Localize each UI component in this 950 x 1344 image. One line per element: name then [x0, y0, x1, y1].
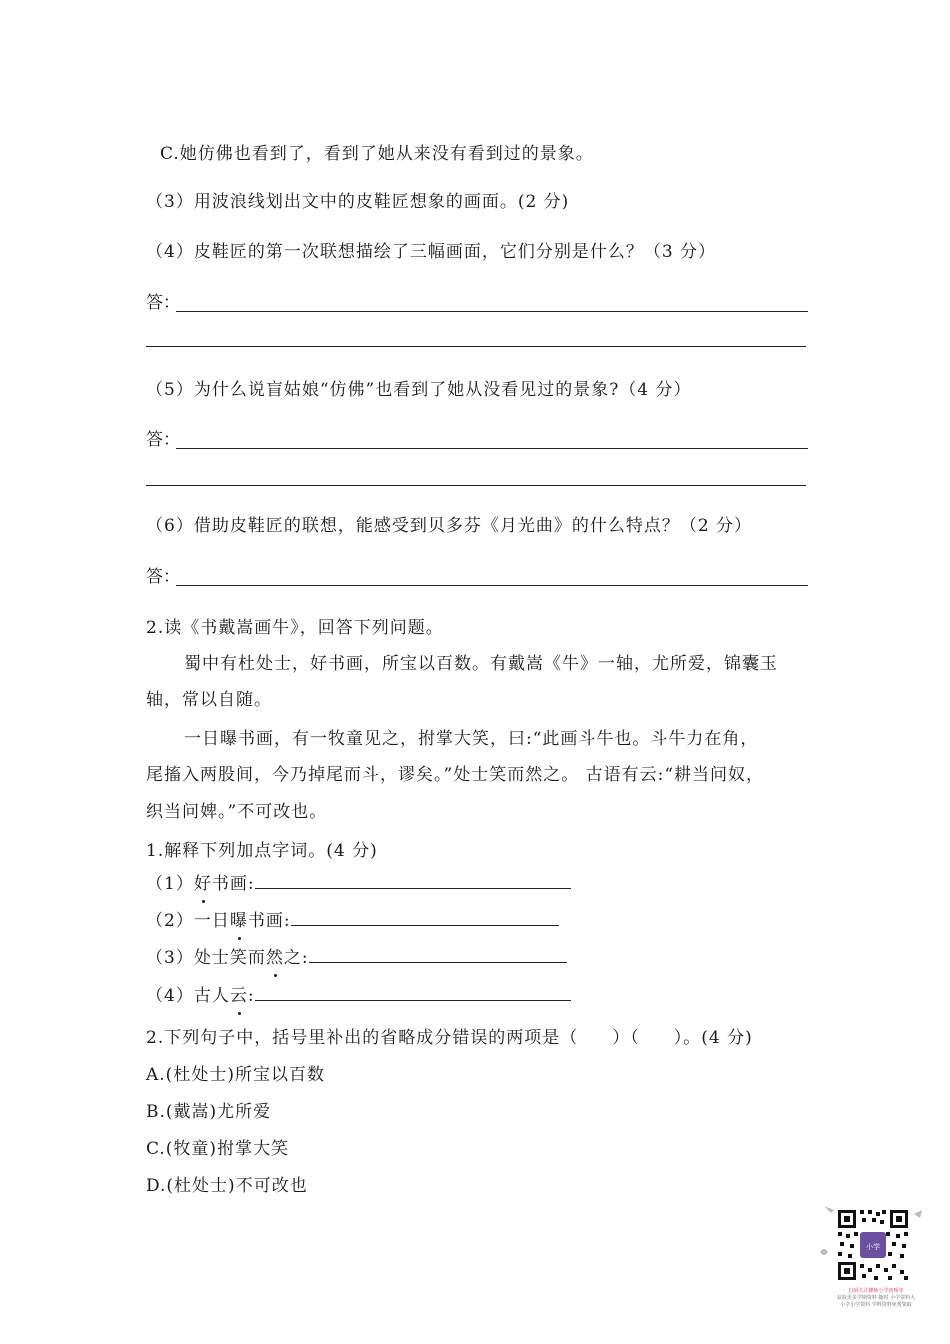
question-2-1: 1.解释下列加点字词。(4 分)	[146, 841, 378, 861]
passage-line: 尾搐入两股间，今乃掉尾而斗，谬矣。”处士笑而然之。 古语有云:“耕当问奴，	[146, 765, 765, 785]
svg-text:小学: 小学	[866, 1243, 880, 1251]
answer-label: 答：	[146, 430, 180, 450]
answer-label: 答：	[146, 567, 180, 587]
option-b: B.(戴嵩)尤所爱	[146, 1102, 272, 1122]
answer-field-6[interactable]	[146, 566, 180, 588]
option-a: A.(杜处士)所宝以百数	[146, 1065, 325, 1085]
question-1-6: （6）借助皮鞋匠的联想，能感受到贝多芬《月光曲》的什么特点？（2 分）	[146, 516, 753, 536]
pointer-hand-icon	[820, 1249, 828, 1255]
dotted-char: 云	[229, 986, 248, 1006]
answer-line	[146, 485, 806, 486]
answer-line	[146, 346, 806, 347]
pointer-hand-icon	[824, 1206, 834, 1213]
word-item: （4）古人云:	[146, 984, 571, 1007]
dotted-char: 曝	[229, 911, 248, 931]
passage-line: 织当问婢。”不可改也。	[146, 802, 328, 822]
answer-blank[interactable]	[309, 946, 567, 963]
answer-field-4[interactable]	[146, 292, 180, 314]
passage-line: 一日曝书画，有一牧童见之，拊掌大笑，曰:“此画斗牛也。斗牛力在角，	[184, 729, 759, 749]
word-item: （3）处士笑而然之:	[146, 946, 567, 969]
option-d: D.(杜处士)不可改也	[146, 1176, 308, 1196]
question-1-4: （4）皮鞋匠的第一次联想描绘了三幅画面，它们分别是什么？（3 分）	[146, 242, 717, 262]
answer-blank[interactable]	[255, 872, 571, 889]
dotted-char: 然	[265, 948, 284, 968]
qr-caption: 扫码关注獾师小学初频等 获取更多学期资料 随时 小学资料大 小学小学资料 学科资料免费领取	[836, 1288, 916, 1308]
option-c: C.(牧童)拊掌大笑	[146, 1139, 290, 1159]
option-c: C.她仿佛也看到了，看到了她从来没有看到过的景象。	[160, 144, 594, 164]
word-item: （1）好书画:	[146, 872, 571, 895]
answer-line	[176, 448, 808, 449]
passage-line: 轴，常以自随。	[146, 690, 272, 710]
question-2-title: 2.读《书戴嵩画牛》，回答下列问题。	[146, 618, 444, 638]
question-1-3: （3）用波浪线划出文中的皮鞋匠想象的画面。(2 分)	[146, 192, 570, 212]
pointer-hand-icon	[914, 1210, 922, 1218]
answer-line	[176, 311, 808, 312]
word-item: （2）一日曝书画:	[146, 909, 559, 932]
answer-field-5[interactable]	[146, 429, 180, 451]
answer-blank[interactable]	[291, 909, 559, 926]
answer-line	[176, 585, 808, 586]
question-2-2: 2.下列句子中，括号里补出的省略成分错误的两项是（ ）（ ）。(4 分)	[146, 1028, 753, 1048]
passage-line: 蜀中有杜处士，好书画，所宝以百数。有戴嵩《牛》一轴，尤所爱，锦囊玉	[184, 654, 778, 674]
dotted-char: 好	[193, 874, 212, 894]
question-1-5: （5）为什么说盲姑娘“仿佛”也看到了她从没看见过的景象?（4 分）	[146, 380, 692, 400]
answer-blank[interactable]	[255, 984, 571, 1001]
answer-label: 答：	[146, 293, 180, 313]
